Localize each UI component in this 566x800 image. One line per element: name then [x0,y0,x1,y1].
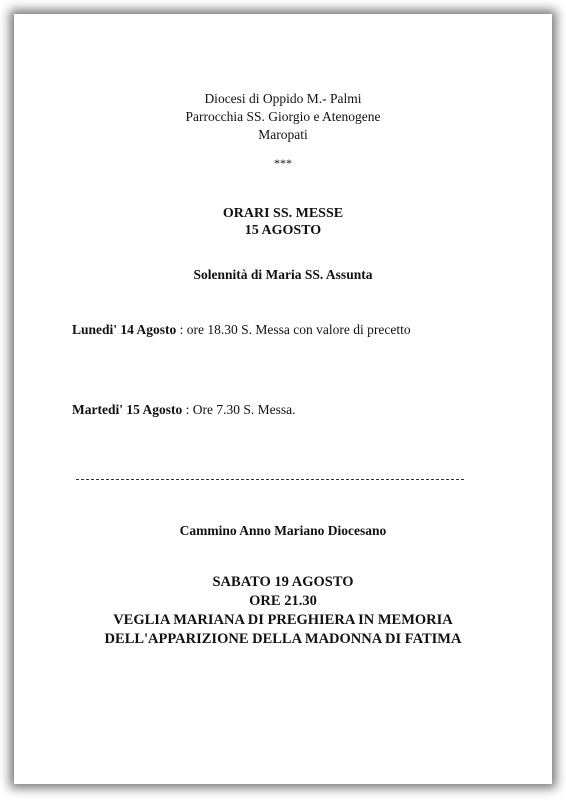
event-description-line2: DELL'APPARIZIONE DELLA MADONNA DI FATIMA [104,631,462,647]
event-heading: Cammino Anno Mariano Diocesano [179,523,387,538]
event-description-line1: VEGLIA MARIANA DI PREGHIERA IN MEMORIA [113,612,453,628]
divider-line [76,479,464,480]
title-date: 15 AGOSTO [244,223,322,238]
schedule-details-monday: : ore 18.30 S. Messa con valore di precetto [176,322,411,337]
diocese-line: Diocesi di Oppido M.- Palmi [204,91,362,106]
separator-stars: *** [274,156,292,170]
town-line: Maropati [258,127,308,142]
subtitle-solemnity: Solennità di Maria SS. Assunta [193,267,373,282]
schedule-day-monday: Lunedi' 14 Agosto [72,322,177,337]
schedule-day-tuesday: Martedi' 15 Agosto [72,402,183,417]
event-time: ORE 21.30 [249,593,317,609]
parish-line: Parrocchia SS. Giorgio e Atenogene [185,109,381,124]
title-masses: ORARI SS. MESSE [222,206,344,221]
event-date: SABATO 19 AGOSTO [212,574,354,590]
schedule-item-monday [72,322,411,338]
schedule-item-tuesday [72,402,296,418]
schedule-details-tuesday: : Ore 7.30 S. Messa. [182,402,296,417]
